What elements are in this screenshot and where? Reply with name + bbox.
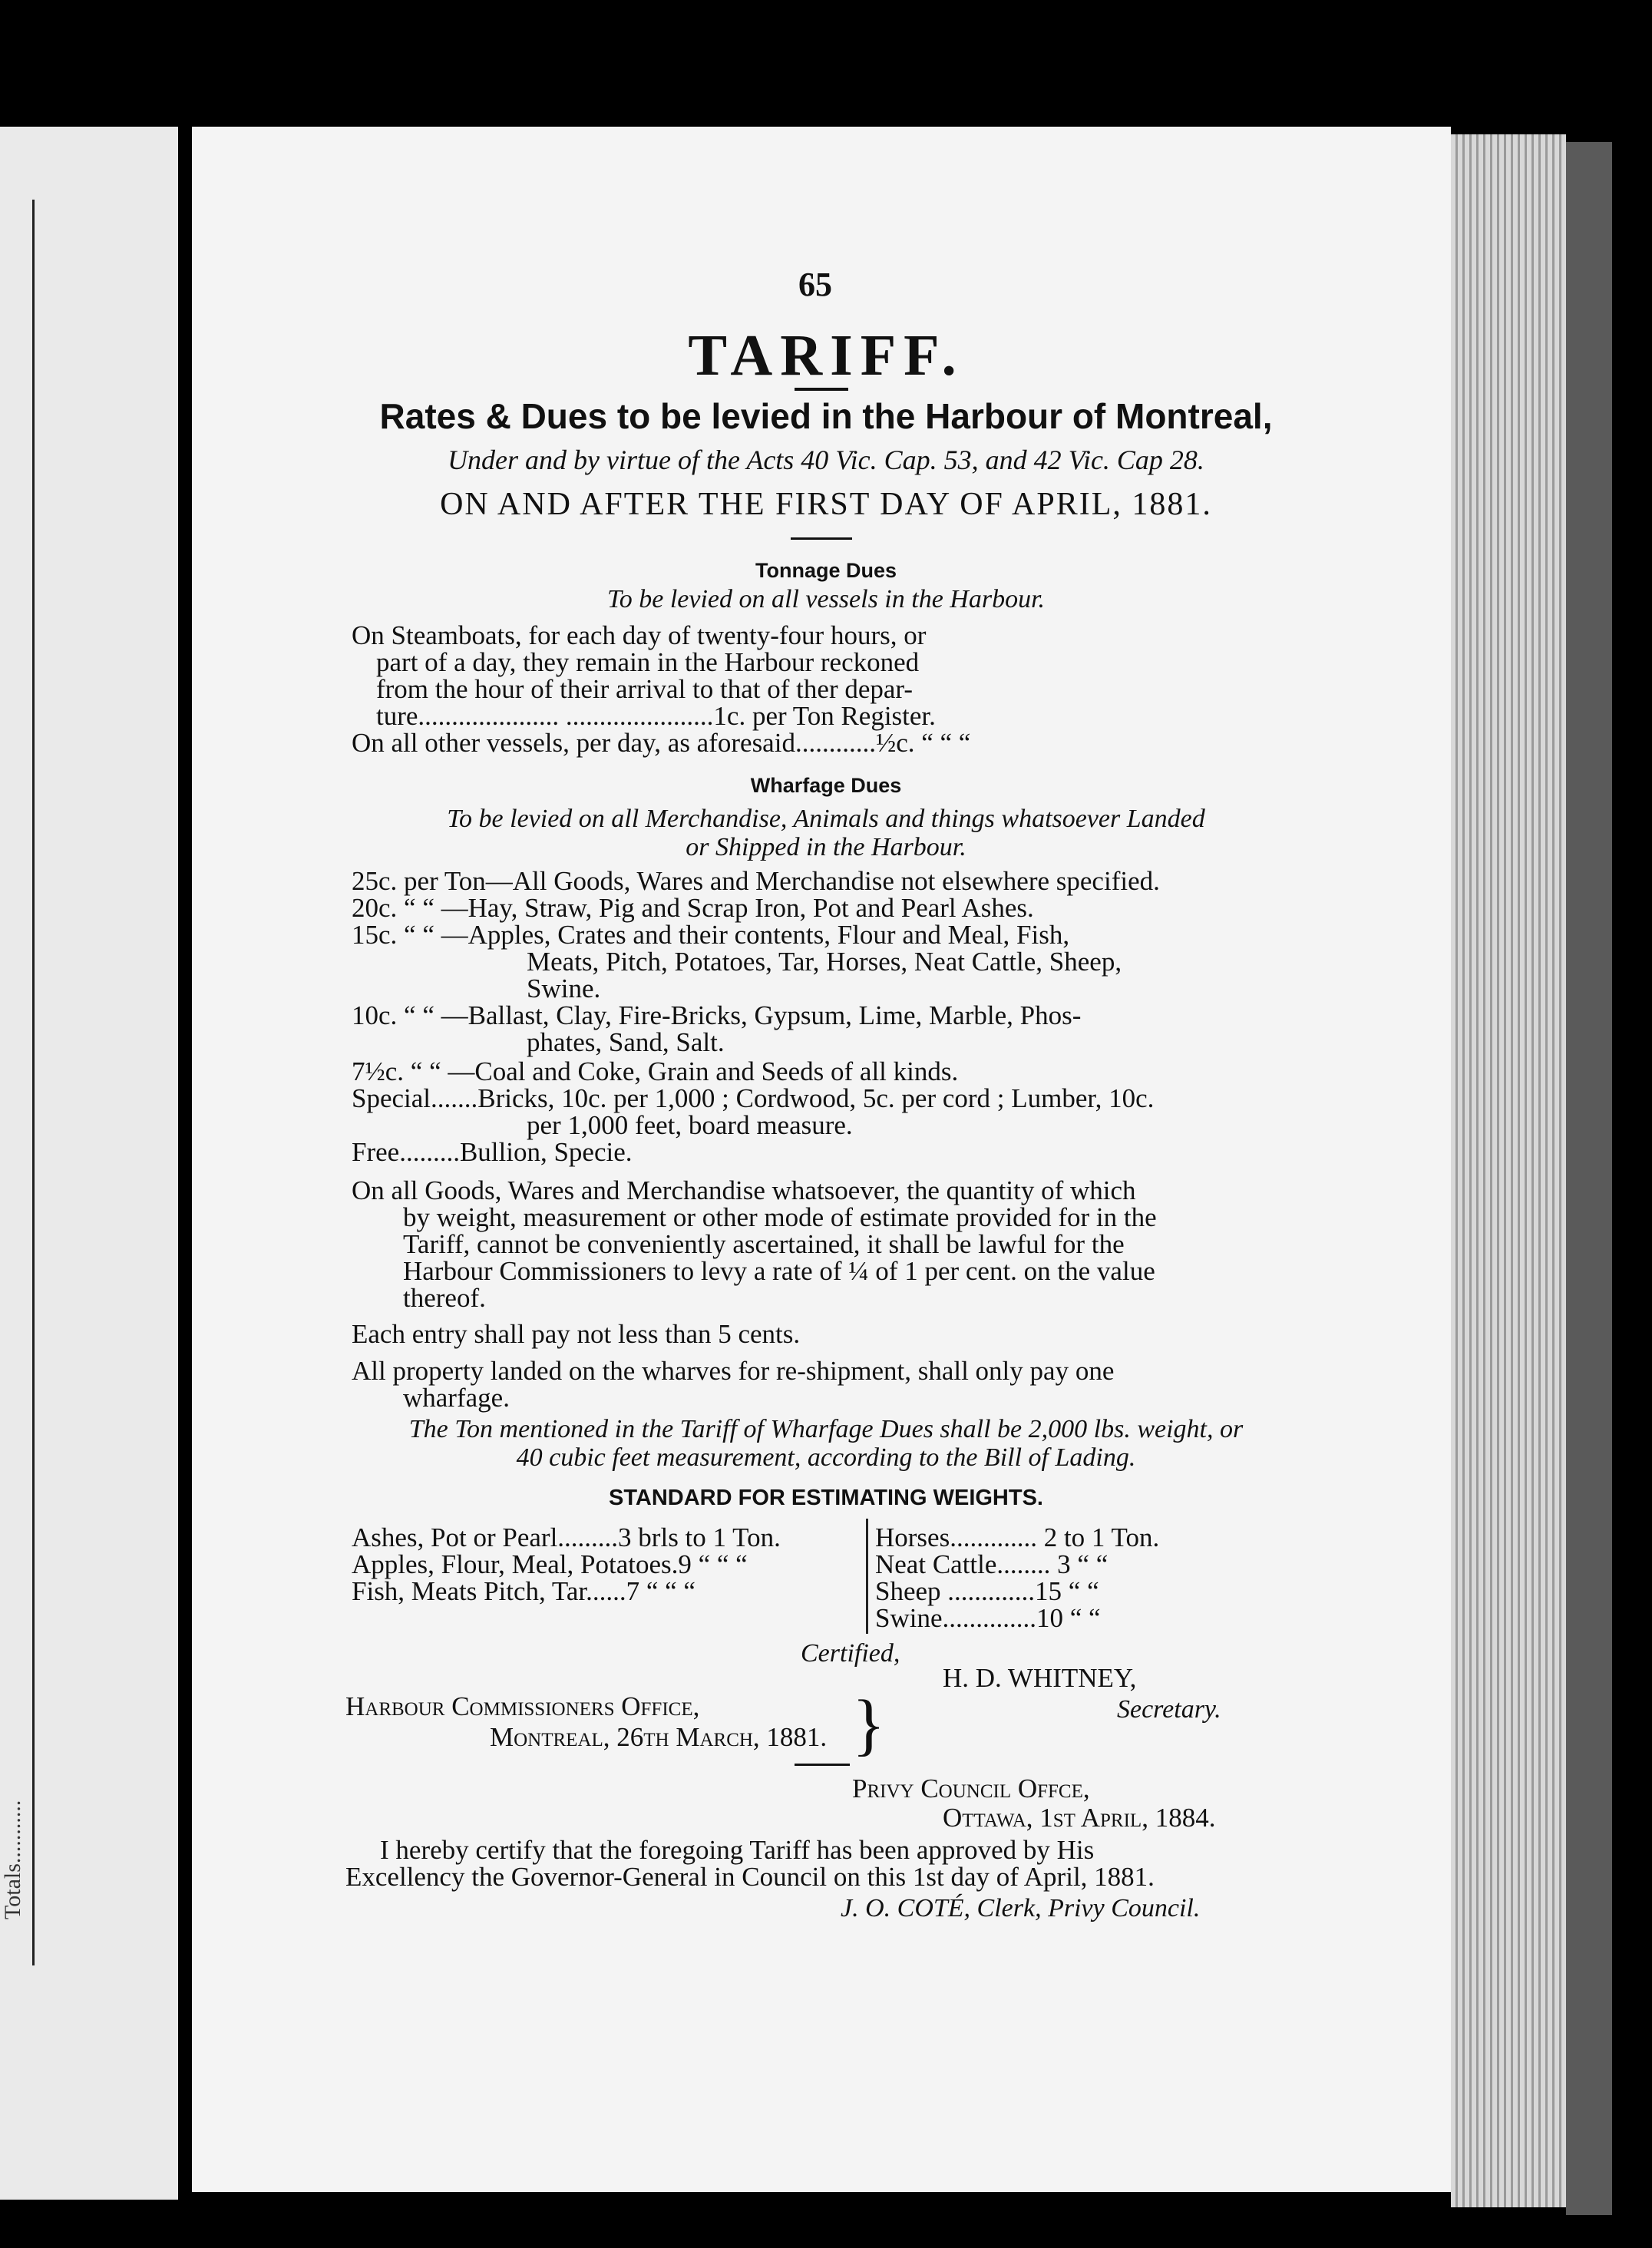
paragraph-line: On all Goods, Wares and Merchandise whatsoever, the quantity of which (352, 1175, 1136, 1205)
paragraph-line: All property landed on the wharves for re-shipment, shall only pay one (352, 1356, 1115, 1386)
effective-date: ON AND AFTER THE FIRST DAY OF APRIL, 1881. (440, 487, 1212, 522)
standard-heading: STANDARD FOR ESTIMATING WEIGHTS. (608, 1486, 1043, 1510)
harbour-office: Harbour Commissioners Office, (345, 1691, 700, 1721)
privy-office: Privy Council Offce, (852, 1774, 1090, 1803)
ton-note: The Ton mentioned in the Tariff of Wharfage Dues shall be 2,000 lbs. weight, or (408, 1415, 1244, 1443)
weights-right-row: Sheep .............15 “ “ (875, 1576, 1099, 1606)
wharfage-line: Meats, Pitch, Potatoes, Tar, Horses, Neat Cattle, Sheep, (527, 947, 1122, 977)
certified-label: Certified, (801, 1639, 900, 1668)
paragraph-line: wharfage. (403, 1383, 510, 1413)
privy-place-date: Ottawa, 1st April, 1884. (943, 1803, 1216, 1833)
tonnage-line: from the hour of their arrival to that of ther depar- (376, 674, 914, 704)
weights-left-row: Ashes, Pot or Pearl.........3 brls to 1 Ton. (352, 1522, 781, 1552)
wharfage-line: 15c. “ “ —Apples, Crates and their contents, Flour and Meal, Fish, (352, 920, 1070, 950)
tonnage-heading: Tonnage Dues (755, 559, 897, 582)
weights-right-row: Swine..............10 “ “ (875, 1603, 1101, 1633)
tonnage-line: ture..................... ......................1c. per Ton Register. (376, 701, 936, 731)
privy-text: I hereby certify that the foregoing Tariff has been approved by His (380, 1835, 1095, 1865)
weights-right-row: Neat Cattle........ 3 “ “ (875, 1549, 1108, 1579)
signer-title: Secretary. (1117, 1695, 1221, 1724)
wharfage-line: Free.........Bullion, Specie. (352, 1137, 633, 1167)
wharfage-line: Swine. (527, 974, 601, 1003)
paragraph-line: by weight, measurement or other mode of estimate provided for in the (403, 1202, 1157, 1232)
wharfage-line: phates, Sand, Salt. (527, 1027, 725, 1057)
subtitle: Rates & Dues to be levied in the Harbour of Montreal, (379, 396, 1273, 436)
signer-name: H. D. WHITNEY, (943, 1663, 1137, 1693)
weights-left-row: Fish, Meats Pitch, Tar......7 “ “ “ (352, 1576, 695, 1606)
wharfage-line: per 1,000 feet, board measure. (527, 1110, 853, 1140)
facing-page-totals-label: Totals........... (0, 1800, 25, 1919)
wharfage-line: 20c. “ “ —Hay, Straw, Pig and Scrap Iron, Pot and Pearl Ashes. (352, 893, 1034, 923)
tonnage-subheading: To be levied on all vessels in the Harbour. (606, 585, 1046, 613)
title-rule (795, 388, 848, 391)
tonnage-line: part of a day, they remain in the Harbour reckoned (376, 647, 920, 677)
paragraph-line: Harbour Commissioners to levy a rate of ¼ of 1 per cent. on the value (403, 1256, 1155, 1286)
weights-left-row: Apples, Flour, Meal, Potatoes.9 “ “ “ (352, 1549, 748, 1579)
paragraph-line: thereof. (403, 1283, 486, 1313)
wharfage-line: 10c. “ “ —Ballast, Clay, Fire-Bricks, Gypsum, Lime, Marble, Phos- (352, 1000, 1082, 1030)
weights-table-divider (866, 1519, 868, 1634)
section-rule (791, 537, 852, 540)
wharfage-line: 25c. per Ton—All Goods, Wares and Merchandise not elsewhere specified. (352, 866, 1160, 896)
wharfage-line: 7½c. “ “ —Coal and Coke, Grain and Seeds of all kinds. (352, 1056, 959, 1086)
weights-right-row: Horses............. 2 to 1 Ton. (875, 1522, 1160, 1552)
ton-note: 40 cubic feet measurement, according to the Bill of Lading. (516, 1443, 1136, 1472)
paragraph-line: Each entry shall pay not less than 5 cents. (352, 1319, 801, 1349)
closing-rule (795, 1764, 850, 1766)
wharfage-heading: Wharfage Dues (750, 774, 902, 797)
brace-glyph: } (852, 1687, 886, 1763)
paragraph-line: Tariff, cannot be conveniently ascertained, it shall be lawful for the (403, 1229, 1125, 1259)
authority-line: Under and by virtue of the Acts 40 Vic. Cap. 53, and 42 Vic. Cap 28. (448, 445, 1204, 475)
privy-signature: J. O. COTÉ, Clerk, Privy Council. (841, 1894, 1201, 1922)
tonnage-line: On all other vessels, per day, as aforesaid............½c. “ “ “ (352, 728, 971, 758)
page-number: 65 (798, 266, 832, 303)
page-title: TARIFF. (688, 323, 964, 388)
harbour-place-date: Montreal, 26th March, 1881. (490, 1722, 828, 1752)
wharfage-subheading: To be levied on all Merchandise, Animals and things whatsoever Landed (447, 805, 1205, 833)
tonnage-line: On Steamboats, for each day of twenty-four hours, or (352, 620, 927, 650)
wharfage-subheading: or Shipped in the Harbour. (686, 833, 966, 861)
wharfage-line: Special.......Bricks, 10c. per 1,000 ; Cordwood, 5c. per cord ; Lumber, 10c. (352, 1083, 1155, 1113)
privy-text: Excellency the Governor-General in Council on this 1st day of April, 1881. (345, 1862, 1155, 1892)
